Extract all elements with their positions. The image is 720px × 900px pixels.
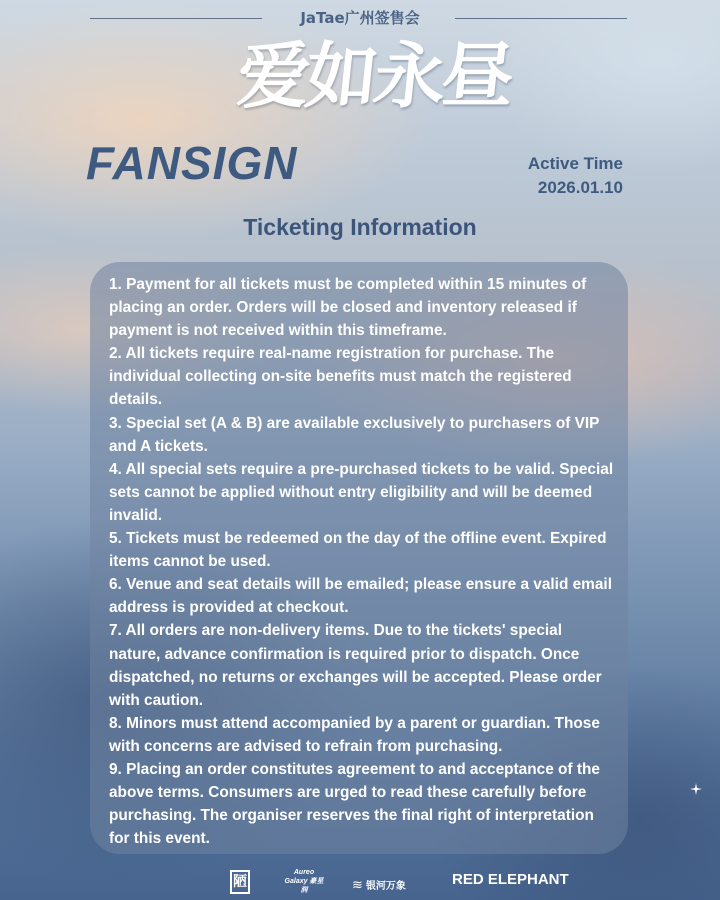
aureo-galaxy-logo-text: Aureo Galaxy 豪星润 <box>284 869 324 894</box>
active-time-block <box>498 152 623 200</box>
term-item: 5. Tickets must be redeemed on the day of the offline event. Expired items cannot be used. <box>109 530 607 571</box>
terms-list <box>109 273 614 850</box>
term-item: 9. Placing an order constitutes agreement to and acceptance of the above terms. Consumers are urged to read these carefully before purchasing. The organiser reserves the final right of interpretation for this event. <box>109 760 600 848</box>
section-title: Ticketing Information <box>243 214 477 240</box>
header-divider-right <box>455 18 627 19</box>
event-tag: JaTae广州签售会 <box>300 9 420 27</box>
term-item: 6. Venue and seat details will be emailed; please ensure a valid email address is provided at checkout. <box>109 576 612 617</box>
red-elephant-logo-text: RED ELEPHANT <box>452 871 569 888</box>
active-time-label: Active Time <box>527 154 623 173</box>
header-divider-left <box>90 18 262 19</box>
galaxy-wanxiang-logo-text: 银河万象 <box>365 880 406 892</box>
term-item: 3. Special set (A & B) are available exclusively to purchasers of VIP and A tickets. <box>109 414 600 455</box>
term-item: 8. Minors must attend accompanied by a parent or guardian. Those with concerns are advised to refrain from purchasing. <box>109 714 600 755</box>
term-item: 7. All orders are non-delivery items. Due to the tickets' special nature, advance confirmation is required prior to dispatch. Once dispatched, no returns or exchanges will be accepted. Please order with caution. <box>109 622 602 709</box>
red-elephant-logo-icon <box>452 872 569 887</box>
calligraphy-title: 爱如永昼 <box>233 33 515 118</box>
sparkle-icon <box>690 783 702 795</box>
fansign-wordmark: FANSIGN <box>86 137 298 189</box>
galaxy-wanxiang-logo-icon <box>352 876 406 892</box>
term-item: 1. Payment for all tickets must be completed within 15 minutes of placing an order. Orders will be closed and inventory released if payment is not received within this timeframe. <box>109 276 587 340</box>
term-item: 2. All tickets require real-name registration for purchase. The individual collecting on-site benefits must match the registered details. <box>109 345 572 409</box>
square-seal-logo-icon: 陋 <box>230 870 250 894</box>
sponsor-logos <box>0 866 720 900</box>
active-time-date: 2026.01.10 <box>537 178 623 197</box>
term-item: 4. All special sets require a pre-purchased tickets to be valid. Special sets cannot be applied without entry eligibility and will be deemed invalid. <box>109 460 614 524</box>
terms-panel <box>90 262 628 854</box>
aureo-galaxy-logo-icon <box>284 868 324 895</box>
galaxy-swirl-icon: ≋ <box>352 876 363 892</box>
